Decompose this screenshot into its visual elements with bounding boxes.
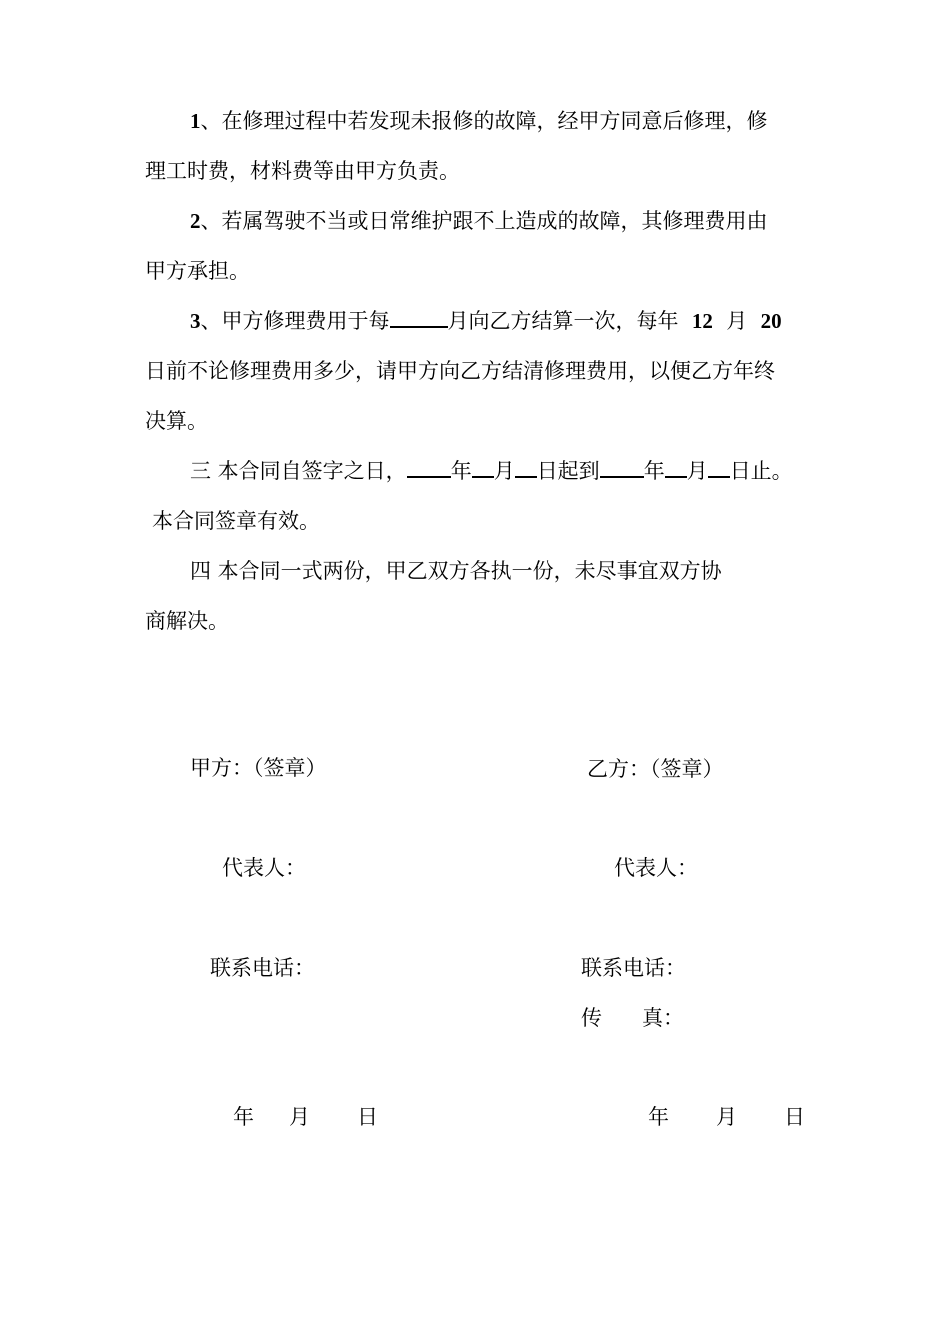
party-b-date-day: 日 — [784, 1105, 805, 1129]
clause-1-text: 、在修理过程中若发现未报修的故障，经甲方同意后修理，修 — [200, 109, 768, 133]
party-a-phone-label: 联系电话： — [210, 956, 315, 980]
start-day-blank — [515, 456, 537, 478]
month-number: 12 — [691, 309, 713, 333]
section-3-text: 三 本合同自签字之日， — [190, 459, 407, 483]
day-number: 20 — [760, 309, 782, 333]
party-a-date-month: 月 — [289, 1105, 310, 1129]
clause-2-line-1 — [190, 206, 768, 236]
clause-3-line-1 — [190, 306, 782, 336]
party-a-date-day: 日 — [357, 1105, 378, 1129]
end-day-blank — [708, 456, 730, 478]
clause-3-number: 3 — [190, 309, 201, 333]
settlement-month-blank — [390, 306, 448, 328]
end-day-label: 日止。 — [729, 459, 793, 483]
clause-2-text: 、若属驾驶不当或日常维护跟不上造成的故障，其修理费用由 — [200, 209, 768, 233]
section-3-line-2: 本合同签章有效。 — [152, 509, 320, 533]
party-b-phone-label: 联系电话： — [581, 956, 686, 980]
end-month-label: 月 — [686, 459, 708, 483]
start-day-label: 日起到 — [536, 459, 600, 483]
party-a-representative-label: 代表人： — [222, 856, 306, 880]
party-b-date-year: 年 — [648, 1105, 669, 1129]
clause-1-number: 1 — [190, 109, 201, 133]
month-unit: 月 — [726, 309, 748, 333]
start-month-blank — [472, 456, 494, 478]
end-year-blank — [600, 456, 644, 478]
party-b-title: 乙方：（签章） — [587, 757, 724, 781]
clause-1-line-1 — [190, 106, 768, 136]
section-4-line-2: 商解决。 — [145, 609, 229, 633]
clause-3-text-a: 、甲方修理费用于每 — [200, 309, 390, 333]
clause-1-line-2: 理工时费，材料费等由甲方负责。 — [145, 159, 460, 183]
end-year-label: 年 — [643, 459, 665, 483]
end-month-blank — [665, 456, 687, 478]
party-b-representative-label: 代表人： — [614, 856, 698, 880]
clause-2-number: 2 — [190, 209, 201, 233]
clause-3-text-b: 月向乙方结算一次，每年 — [447, 309, 679, 333]
party-a-title: 甲方：（签章） — [190, 756, 327, 780]
start-year-blank — [407, 456, 451, 478]
section-3-line-1 — [190, 456, 793, 486]
start-year-label: 年 — [450, 459, 472, 483]
clause-2-line-2: 甲方承担。 — [145, 259, 250, 283]
start-month-label: 月 — [493, 459, 515, 483]
party-a-date-year: 年 — [233, 1105, 254, 1129]
party-b-date-month: 月 — [716, 1105, 737, 1129]
party-b-fax-label: 传 真： — [581, 1006, 685, 1030]
clause-3-line-3: 决算。 — [145, 409, 208, 433]
section-4-line-1: 四 本合同一式两份，甲乙双方各执一份，未尽事宜双方协 — [190, 559, 722, 583]
clause-3-line-2: 日前不论修理费用多少，请甲方向乙方结清修理费用，以便乙方年终 — [145, 359, 775, 383]
